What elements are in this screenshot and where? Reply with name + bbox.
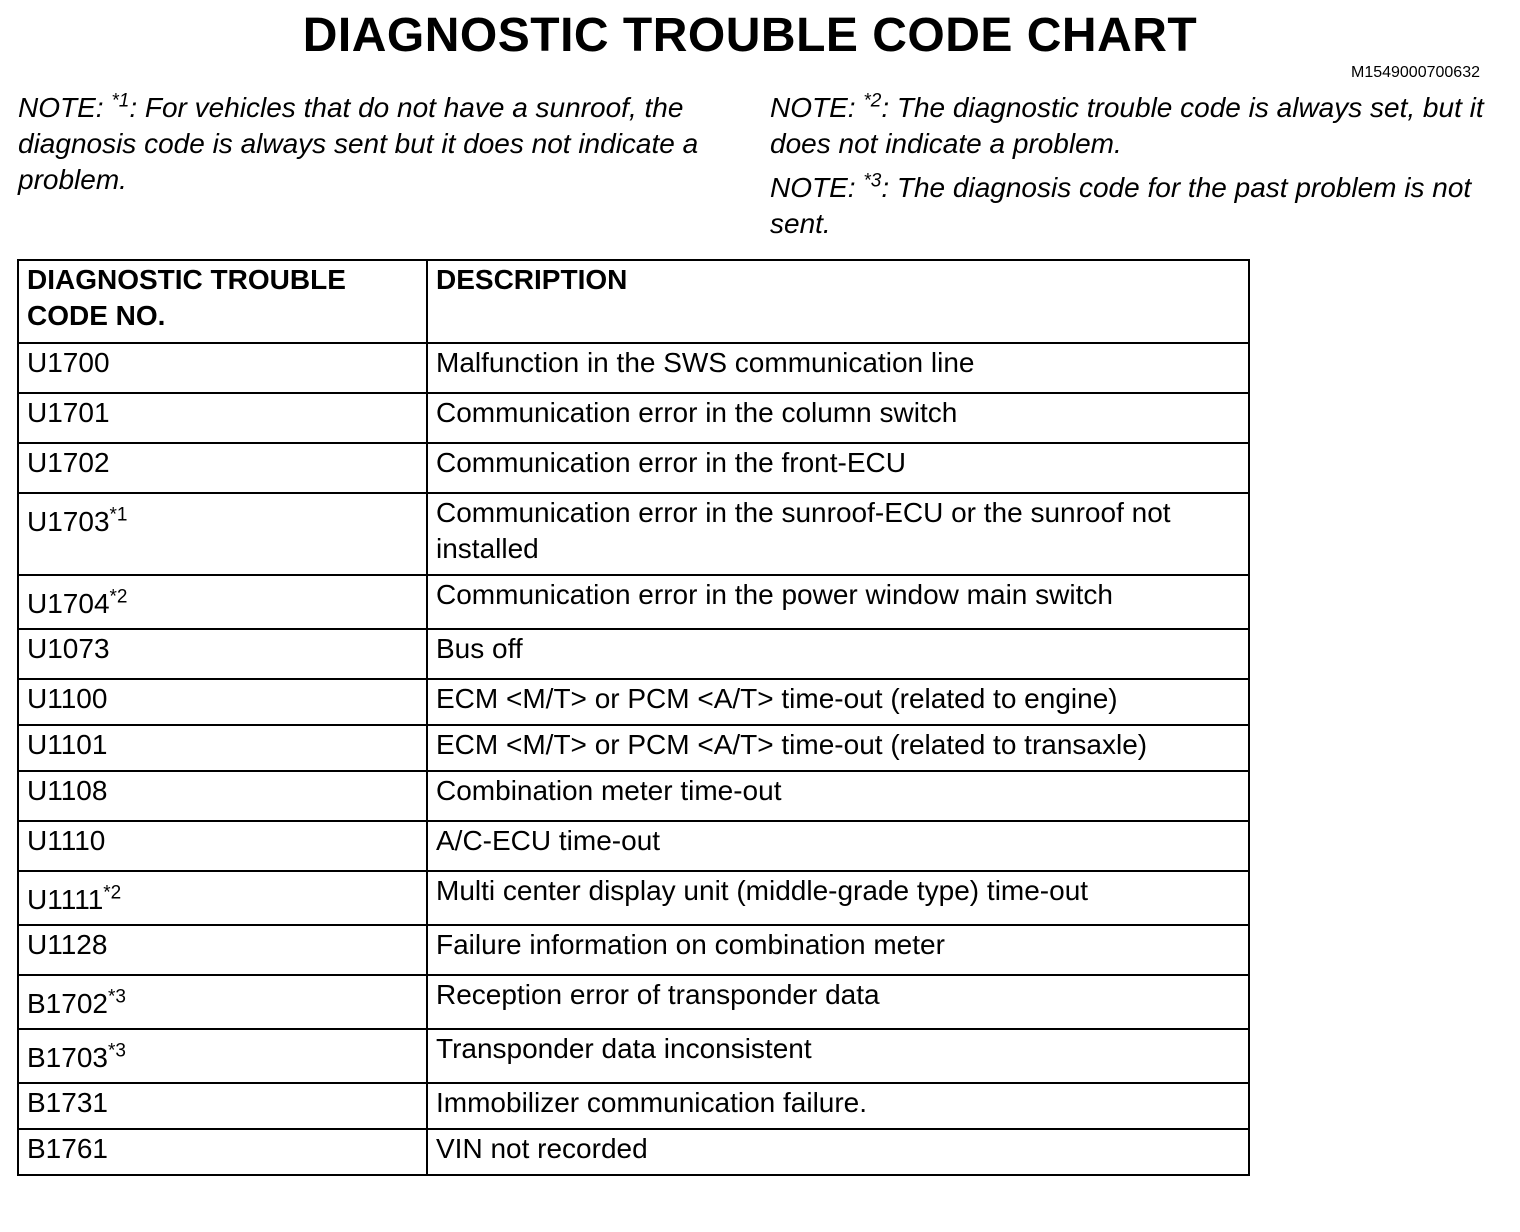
table-row (18, 771, 1249, 821)
footnote-mark: *3 (863, 170, 882, 192)
code-value: U1704 (27, 588, 110, 619)
code-cell (18, 925, 427, 975)
description-cell: Combination meter time-out (427, 771, 1249, 821)
code-value: U1110 (27, 825, 106, 856)
code-cell (18, 821, 427, 871)
note-text: : The diagnostic trouble code is always set, but it does not indicate a problem. (770, 92, 1484, 159)
table-row (18, 343, 1249, 393)
code-value: B1731 (27, 1087, 108, 1118)
code-cell (18, 725, 427, 771)
dtc-table (17, 259, 1250, 1176)
table-row (18, 725, 1249, 771)
description-cell: Reception error of transponder data (427, 975, 1249, 1029)
code-cell (18, 493, 427, 575)
code-value: U1101 (27, 729, 108, 760)
code-value: U1700 (27, 347, 110, 378)
header-description: DESCRIPTION (427, 260, 1249, 343)
footnote-mark: *3 (107, 986, 126, 1008)
code-cell (18, 1129, 427, 1175)
note-2 (770, 90, 1490, 162)
description-cell: Malfunction in the SWS communication line (427, 343, 1249, 393)
table-row (18, 679, 1249, 725)
footnote-mark: *2 (863, 90, 882, 112)
code-value: B1703 (27, 1042, 108, 1073)
code-cell (18, 771, 427, 821)
table-row (18, 629, 1249, 679)
table-row (18, 871, 1249, 925)
note-prefix: NOTE: (18, 92, 112, 123)
document-id: M1549000700632 (1350, 64, 1480, 81)
code-value: U1100 (27, 683, 108, 714)
code-cell (18, 393, 427, 443)
note-text: : The diagnosis code for the past problem is not sent. (770, 172, 1472, 239)
description-cell: Communication error in the front-ECU (427, 443, 1249, 493)
code-cell (18, 443, 427, 493)
dtc-table-body (18, 343, 1249, 1175)
note-prefix: NOTE: (770, 92, 864, 123)
code-cell (18, 679, 427, 725)
page-title: DIAGNOSTIC TROUBLE CODE CHART (302, 9, 1198, 62)
code-cell (18, 629, 427, 679)
table-row (18, 493, 1249, 575)
note-text: : For vehicles that do not have a sunroof, the diagnosis code is always sent but it does not indicate a problem. (18, 92, 699, 195)
description-cell: Communication error in the column switch (427, 393, 1249, 443)
note-3 (770, 170, 1490, 242)
code-cell (18, 1029, 427, 1083)
table-row (18, 393, 1249, 443)
note-1 (18, 90, 738, 198)
description-cell: Immobilizer communication failure. (427, 1083, 1249, 1129)
table-row (18, 821, 1249, 871)
description-cell: ECM <M/T> or PCM <A/T> time-out (related to transaxle) (427, 725, 1249, 771)
table-header-row (18, 260, 1249, 343)
header-code: DIAGNOSTIC TROUBLE CODE NO. (18, 260, 427, 343)
code-cell (18, 871, 427, 925)
footnote-mark: *2 (103, 882, 122, 904)
table-row (18, 443, 1249, 493)
description-cell: Multi center display unit (middle-grade type) time-out (427, 871, 1249, 925)
description-cell: Failure information on combination meter (427, 925, 1249, 975)
table-row (18, 1083, 1249, 1129)
description-cell: A/C-ECU time-out (427, 821, 1249, 871)
description-cell: Bus off (427, 629, 1249, 679)
description-cell: Communication error in the sunroof-ECU or the sunroof not installed (427, 493, 1249, 575)
footnote-mark: *2 (109, 586, 128, 608)
note-prefix: NOTE: (770, 172, 864, 203)
footnote-mark: *3 (107, 1040, 126, 1062)
code-value: B1761 (27, 1133, 108, 1164)
description-cell: Communication error in the power window main switch (427, 575, 1249, 629)
code-value: U1701 (27, 397, 110, 428)
description-cell: VIN not recorded (427, 1129, 1249, 1175)
footnote-mark: *1 (109, 504, 128, 526)
footnote-mark: *1 (111, 90, 130, 112)
code-value: B1702 (27, 988, 108, 1019)
code-value: U1703 (27, 506, 110, 537)
code-value: U1702 (27, 447, 110, 478)
code-cell (18, 343, 427, 393)
code-cell (18, 975, 427, 1029)
table-row (18, 925, 1249, 975)
code-value: U1111 (27, 884, 104, 915)
code-value: U1073 (27, 633, 110, 664)
description-cell: ECM <M/T> or PCM <A/T> time-out (related to engine) (427, 679, 1249, 725)
code-value: U1128 (27, 929, 108, 960)
code-value: U1108 (27, 775, 108, 806)
table-row (18, 975, 1249, 1029)
table-row (18, 1129, 1249, 1175)
code-cell (18, 575, 427, 629)
description-cell: Transponder data inconsistent (427, 1029, 1249, 1083)
table-row (18, 575, 1249, 629)
table-row (18, 1029, 1249, 1083)
code-cell (18, 1083, 427, 1129)
